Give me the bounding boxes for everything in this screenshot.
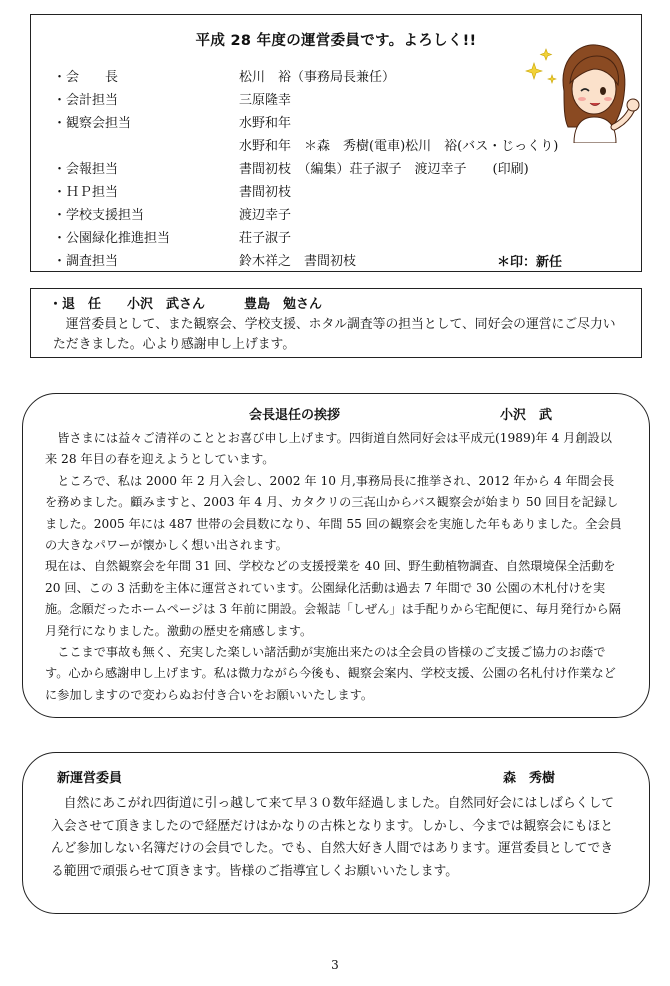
staff-names: 三原隆幸 (239, 93, 292, 108)
new-member-box (22, 752, 650, 914)
page-number: 3 (331, 958, 339, 972)
retirement-heading: ・退 任 小沢 武さん 豊島 勉さん (49, 297, 323, 312)
staff-role: ・公園緑化推進担当 (53, 231, 171, 246)
staff-role: ・会 長 (53, 70, 119, 85)
staff-names: 水野和年 ＊森 秀樹(電車)松川 裕(バス・じっくり) (239, 139, 559, 154)
staff-role: ・調査担当 (53, 254, 119, 269)
staff-role: ・会計担当 (53, 93, 119, 108)
committee-title: 平成 28 年度の運営委員です。よろしく!! (195, 33, 477, 49)
greeting-title: 会長退任の挨拶 (249, 408, 341, 423)
greeting-paragraph: 現在は、自然観察会を年間 31 回、学校などの支援授業を 40 回、野生動植物調査、自然環境保全活動を 20 回、この 3 活動を主体に運営されています。公園緑化活動は過去 7 年間で 30 公園の木札付けを実施。念願だったホームページは 3 年前に開設。会報誌「しぜん」は手配りから宅配便に、毎月発行から隔月発行になりました。激動の歴史を痛感します。 (45, 559, 621, 638)
farewell-greeting-box (22, 393, 650, 718)
new-member-author: 森 秀樹 (503, 771, 556, 786)
new-member-title: 新運営委員 (57, 771, 123, 786)
staff-row (53, 181, 633, 203)
cartoon-girl-illustration (524, 39, 642, 143)
greeting-paragraph: ところで、私は 2000 年 2 月入会し、2002 年 10 月,事務局長に推挙され、2012 年から 4 年間会長を務めました。顧みますと、2003 年 4 月、カタクリの三㐂山からバス観察会が始まり 50 回目を記録しました。2005 年には 487 世帯の会員数になり、年間 55 回の観察会を実施した年もありました。全会員の大きなパワーが懐かしく想い出されます。 (45, 473, 622, 553)
staff-names: 水野和年 (239, 116, 292, 131)
greeting-paragraph: ここまで事故も無く、充実した楽しい諸活動が実施出来たのは全会員の皆様のご支援ご協力のお蔭です。心から感謝申し上げます。私は微力ながら今後も、観察会案内、学校支援、公園の名札付け作業などに参加しますので変わらぬお付き合いをお願いいたします。 (45, 645, 616, 702)
staff-names: 松川 裕（事務局長兼任） (239, 70, 396, 85)
staff-names: 荘子淑子 (239, 231, 292, 246)
staff-role: ・学校支援担当 (53, 208, 145, 223)
staff-names: 書間初枝 （編集）荘子淑子 渡辺幸子 (印刷) (239, 162, 529, 177)
staff-role: ・観察会担当 (53, 116, 132, 131)
staff-names: 書間初枝 (239, 185, 292, 200)
greeting-author: 小沢 武 (500, 408, 553, 423)
staff-names: 渡辺幸子 (239, 208, 292, 223)
staff-names: 鈴木祥之 書間初枝 (239, 254, 357, 269)
staff-row (53, 204, 633, 226)
staff-row (53, 158, 633, 180)
retirement-box (30, 288, 642, 358)
committee-box (30, 14, 642, 272)
staff-role: ・会報担当 (53, 162, 119, 177)
new-member-text: 自然にあこがれ四街道に引っ越して来て早３０数年経過しました。自然同好会にはしばらくして入会させて頂きましたので経歴だけはかなりの古株となります。しかし、今までは観察会にもほとんど参加しない名簿だけの会員でした。でも、自然大好き人間ではあります。運営委員としてできる範囲で頑張らせて頂きます。皆様のご指導宜しくお願いいたします。 (51, 796, 615, 879)
new-member-note: ＊印：新任 (497, 255, 563, 270)
staff-row (53, 227, 633, 249)
retirement-text: 運営委員として、また観察会、学校支援、ホタル調査等の担当として、同好会の運営にご尽力いただきました。心より感謝申し上げます。 (53, 317, 616, 352)
greeting-paragraph: 皆さまには益々ご清祥のこととお喜び申し上げます。四街道自然同好会は平成元(1989)年 4 月創設以来 28 年目の春を迎えようとしています。 (45, 431, 612, 467)
staff-role: ・ＨＰ担当 (53, 185, 119, 200)
